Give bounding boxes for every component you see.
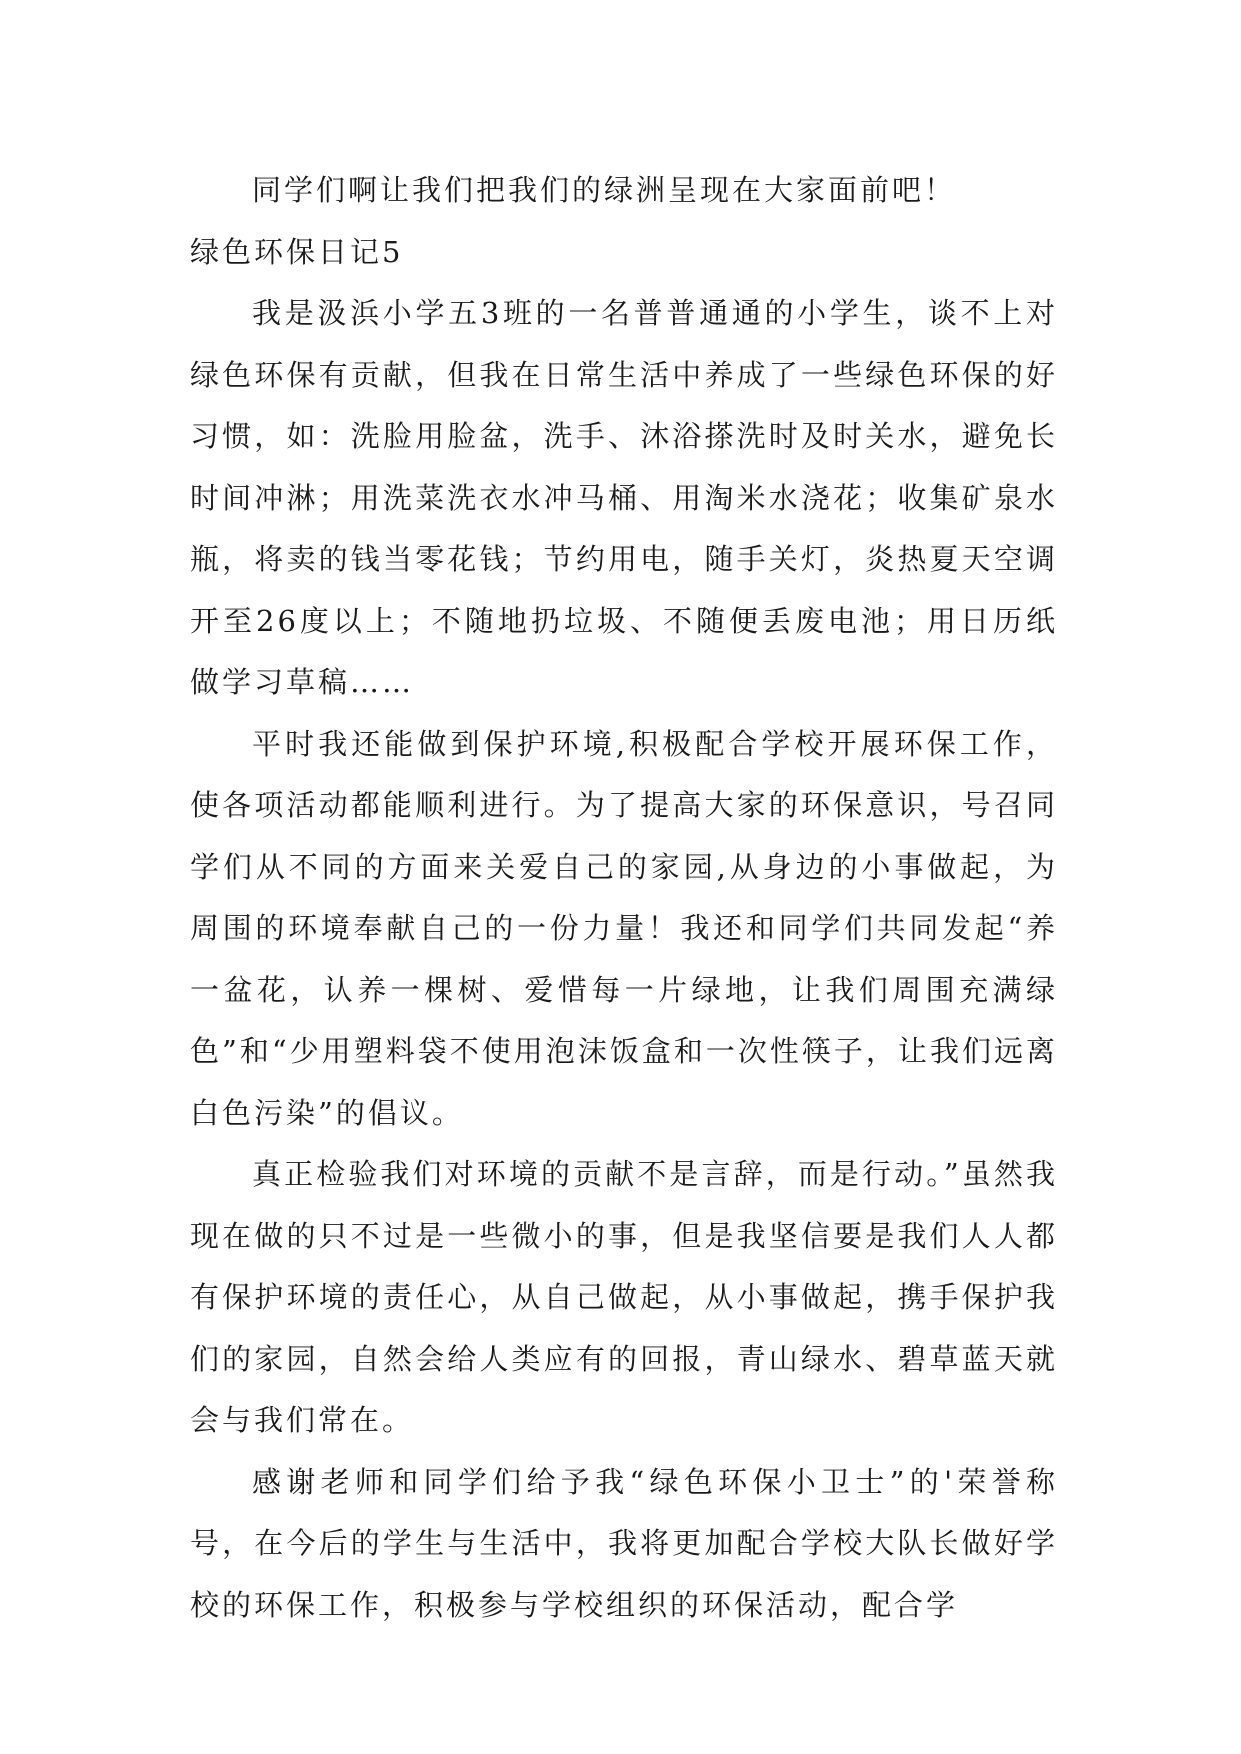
body-paragraph-3: 真正检验我们对环境的贡献不是言辞，而是行动。”虽然我现在做的只不过是一些微小的事，但是我坚信要是我们人人都有保护环境的责任心，从自己做起，从小事做起，携手保护我们的家园，自然会给人类应有的回报，青山绿水、碧草蓝天就会与我们常在。 bbox=[190, 1157, 1058, 1437]
document-body bbox=[190, 160, 1058, 1636]
body-paragraph-1: 我是汲浜小学五3班的一名普普通通的小学生，谈不上对绿色环保有贡献，但我在日常生活中养成了一些绿色环保的好习惯，如：洗脸用脸盆，洗手、沐浴搽洗时及时关水，避免长时间冲淋；用洗菜洗衣水冲马桶、用淘米水浇花；收集矿泉水瓶，将卖的钱当零花钱；节约用电，随手关灯，炎热夏天空调开至26度以上；不随地扔垃圾、不随便丢废电池；用日历纸做学习草稿…… bbox=[190, 296, 1058, 699]
body-paragraph-2: 平时我还能做到保护环境,积极配合学校开展环保工作，使各项活动都能顺利进行。为了提高大家的环保意识，号召同学们从不同的方面来关爱自己的家园,从身边的小事做起，为周围的环境奉献自己的一份力量！我还和同学们共同发起“养一盆花，认养一棵树、爱惜每一片绿地，让我们周围充满绿色”和“少用塑料袋不使用泡沫饭盒和一次性筷子，让我们远离白色污染”的倡议。 bbox=[190, 726, 1058, 1130]
intro-paragraph: 同学们啊让我们把我们的绿洲呈现在大家面前吧！ bbox=[252, 173, 957, 207]
section-title: 绿色环保日记5 bbox=[190, 234, 404, 269]
body-paragraph-4: 感谢老师和同学们给予我“绿色环保小卫士”的'荣誉称号，在今后的学生与生活中，我将更加配合学校大队长做好学校的环保工作，积极参与学校组织的环保活动，配合学 bbox=[190, 1464, 1058, 1622]
